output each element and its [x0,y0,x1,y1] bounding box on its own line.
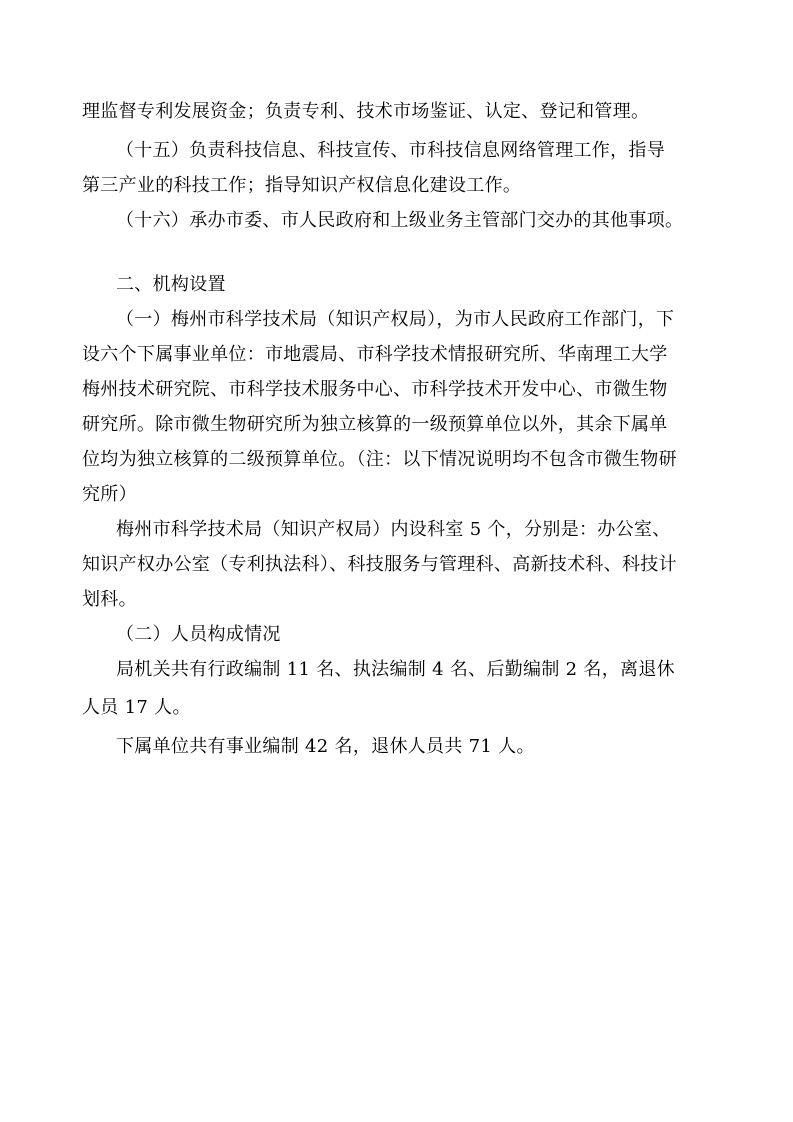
text-line-16: 局机关共有行政编制 11 名、执法编制 4 名、后勤编制 2 名，离退休 [116,659,675,680]
section-heading-organization: 二、机构设置 [116,274,226,295]
text-line-2: （十五）负责科技信息、科技宣传、市科技信息网络管理工作，指导 [116,140,665,161]
text-line-7: 设六个下属事业单位：市地震局、市科学技术情报研究所、华南理工大学 [82,344,668,365]
subsection-heading-staffing: （二）人员构成情况 [116,624,281,645]
text-line-9: 研究所。除市微生物研究所为独立核算的一级预算单位以外，其余下属单 [82,414,668,435]
text-line-18: 下属单位共有事业编制 42 名，退休人员共 71 人。 [116,736,535,757]
text-line-8: 梅州技术研究院、市科学技术服务中心、市科学技术开发中心、市微生物 [82,379,668,400]
text-line-4: （十六）承办市委、市人民政府和上级业务主管部门交办的其他事项。 [116,210,684,231]
text-line-6: （一）梅州市科学技术局（知识产权局），为市人民政府工作部门，下 [116,309,675,330]
text-line-14: 划科。 [82,589,137,610]
text-line-10: 位均为独立核算的二级预算单位。（注：以下情况说明均不包含市微生物研 [82,449,677,470]
text-line-3: 第三产业的科技工作；指导知识产权信息化建设工作。 [82,175,522,196]
text-line-11: 究所） [82,484,137,505]
text-line-13: 知识产权办公室（专利执法科）、科技服务与管理科、高新技术科、科技计 [82,554,677,575]
text-line-1: 理监督专利发展资金；负责专利、技术市场鉴证、认定、登记和管理。 [82,101,650,122]
text-line-17: 人员 17 人。 [82,697,191,718]
text-line-12: 梅州市科学技术局（知识产权局）内设科室 5 个，分别是：办公室、 [116,519,671,540]
